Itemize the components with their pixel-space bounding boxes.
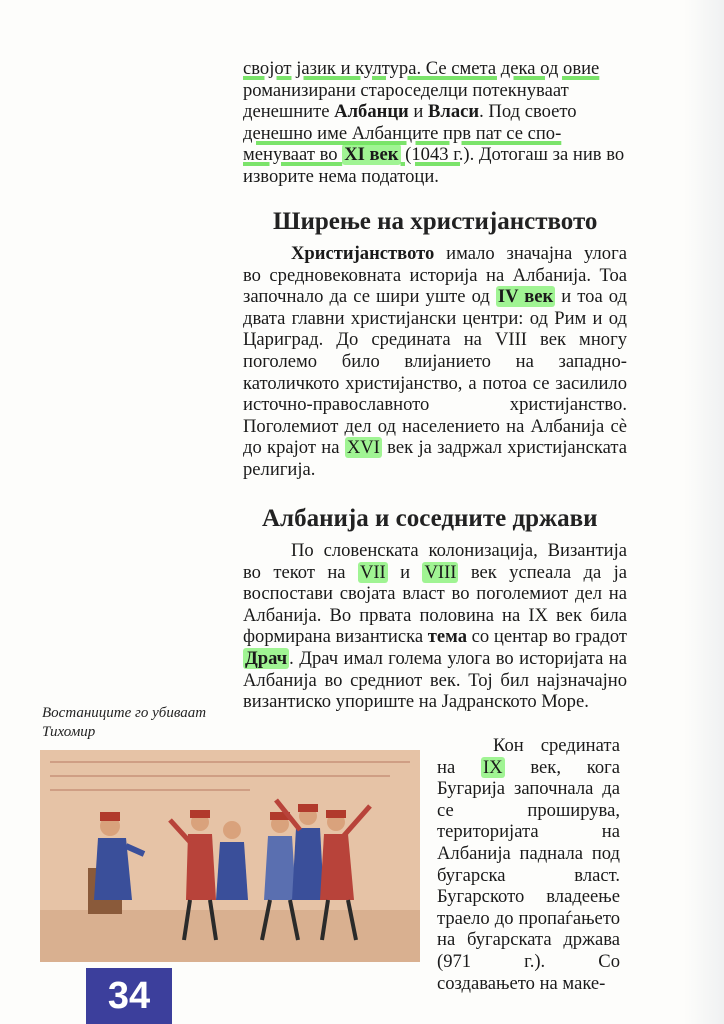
neighbours-paragraph: По словенската колонизација, Византија во текот на VII и VIII век успеала да ја воспостави својата власт во поголемиот дел на Албанија. Во првата половина на IX век била формирана византиска тема со центар во градот Драч . Драч имал голема улога во историјата на Албанија во средниот век. Тој бил најзначајно византиско упориште на Јадранското Море. (243, 540, 627, 713)
intro-line-4: денешно име Албанците прв пат се спо- (243, 122, 562, 144)
bulgaria-paragraph: Кон средината на IX век, кога Бугарија започнала да се проширува, територијата на Албанија паднала под бугарска власт. Бугарското владеење траело до пропаѓањето на бугарската држава (971 г.). Со создавањето на маке- (437, 735, 620, 994)
christianity-paragraph: Христијанството имало значајна улога во средновековната историја на Албанија. Тоа започнало да се шири уште од IV век и тоа од двата главни христијански центри: од Рим и од Цариград. До средината на VIII век многу поголемо било влијанието на западно-католичкото христијанство, а потоа се засилило источно-православното христијанство. Поголемиот дел од населението на Албанија сè до крајот на XVI век ја задржал христијанската религија. (243, 243, 628, 480)
section-intro (243, 58, 627, 188)
miniature-drawing (40, 750, 420, 962)
figure-caption: Востаниците го убиваат Тихомир (42, 705, 207, 740)
heading-christianity: Ширење на христијанството (273, 208, 598, 235)
page-edge-shadow (684, 0, 724, 1024)
heading-neighbours: Албанија и соседните држави (262, 505, 598, 532)
intro-line-3: денешните Албанци и Власи. Под своето (243, 101, 577, 123)
intro-line-5: менуваат во XI век (1043 г.). Дотогаш за нив во (243, 144, 625, 166)
section-bulgaria (437, 735, 620, 994)
miniature-illustration (40, 750, 420, 962)
section-christianity (243, 243, 627, 481)
section-neighbours (243, 540, 627, 713)
page-number: 34 (86, 968, 172, 1024)
intro-line-1: својот јазик и култура. Се смета дека од овие (243, 58, 600, 79)
intro-line-2: романизирани староседелци потекнуваат (243, 79, 569, 101)
intro-line-6: изворите нема податоци. (243, 165, 439, 187)
